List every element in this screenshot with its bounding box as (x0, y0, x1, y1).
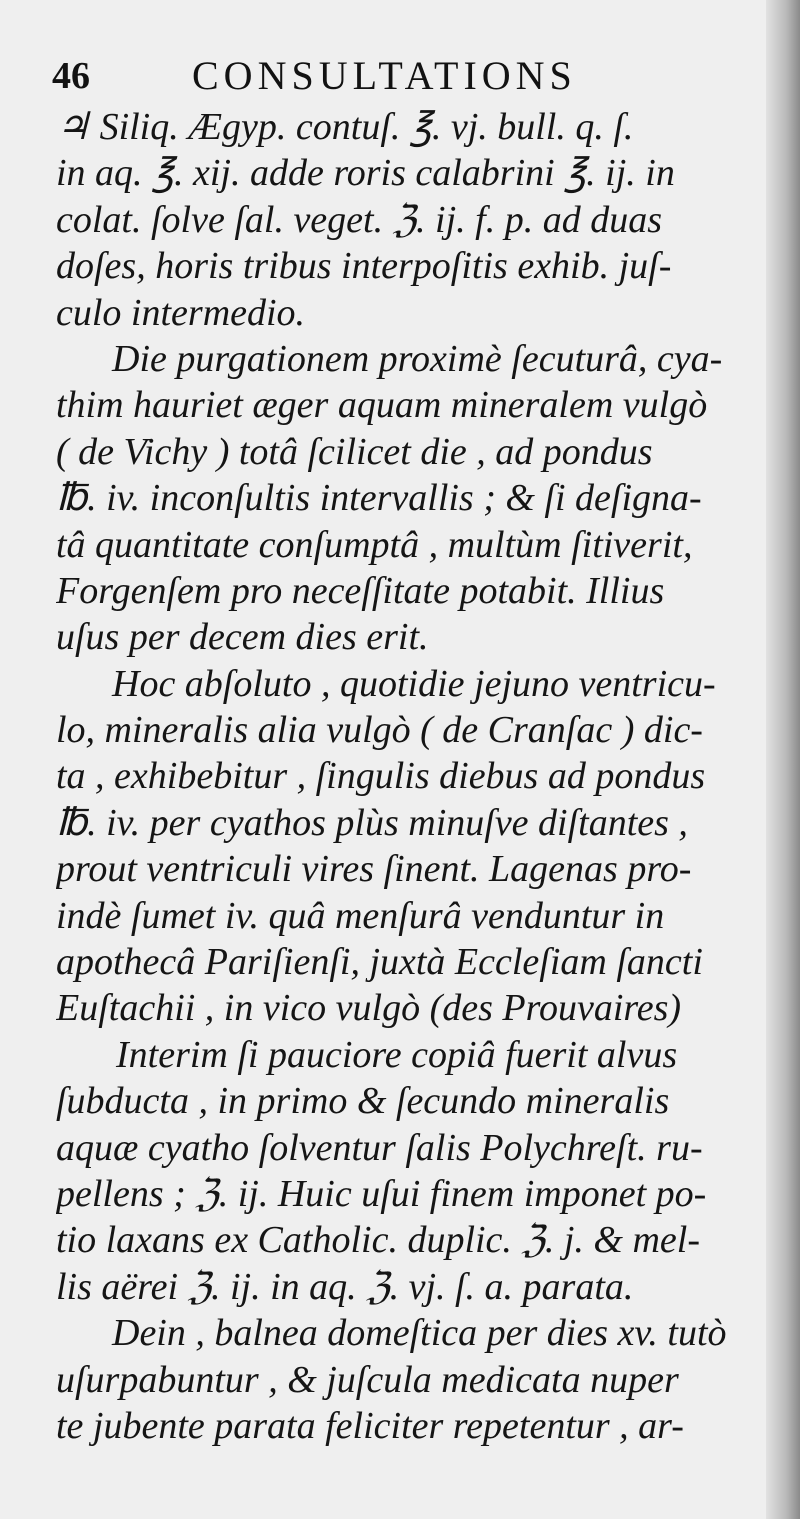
text-line: doſes, horis tribus interpoſitis exhib. juſ- (56, 245, 672, 288)
text-line: in aq. ℥. xij. adde roris calabrini ℥. ij. in (56, 152, 675, 195)
page-edge-shadow (766, 0, 800, 1519)
paragraph-start-line: Hoc abſoluto , quotidie jejuno ventricu- (112, 662, 716, 705)
paragraph-start-line: Interim ſi pauciore copiâ fuerit alvus (116, 1033, 678, 1076)
text-line: culo intermedio. (56, 291, 306, 334)
text-line: lo, mineralis alia vulgò ( de Cranſac ) dic- (56, 709, 703, 752)
running-title: CONSULTATIONS (192, 53, 577, 98)
text-line: tio laxans ex Catholic. duplic. ℨ. j. & mel- (56, 1219, 700, 1262)
text-line: uſus per decem dies erit. (56, 616, 429, 659)
text-line: indè ſumet iv. quâ menſurâ venduntur in (56, 894, 665, 937)
text-line: aquæ cyatho ſolventur ſalis Polychreſt. ru- (56, 1126, 703, 1169)
text-line: thim hauriet æger aquam mineralem vulgò (56, 384, 708, 427)
text-line: Euſtachii , in vico vulgò (des Prouvaires) (56, 987, 682, 1030)
text-line: Forgenſem pro neceſſitate potabit. Illius (56, 569, 665, 612)
text-line: ta , exhibebitur , ſingulis diebus ad pondus (56, 755, 706, 798)
text-line: prout ventriculi vires ſinent. Lagenas pro- (56, 848, 692, 891)
text-line: pellens ; ℨ. ij. Huic uſui finem imponet po- (56, 1172, 707, 1215)
body-text (56, 104, 768, 1449)
text-line: uſurpabuntur , & juſcula medicata nuper (56, 1358, 679, 1401)
text-line: ℔. iv. inconſultis intervallis ; & ſi deſigna- (56, 477, 702, 520)
paragraph-start-line: Die purgationem proximè ſecuturâ, cya- (112, 337, 723, 380)
text-line: ( de Vichy ) totâ ſcilicet die , ad pondus (56, 430, 653, 473)
text-line: ♃ Siliq. Ægyp. contuſ. ℥. vj. bull. q. ſ. (56, 106, 634, 148)
text-line: lis aërei ℨ. ij. in aq. ℨ. vj. ſ. a. parata. (56, 1265, 634, 1308)
text-line: ℔. iv. per cyathos plùs minuſve diſtantes , (56, 801, 688, 844)
text-line: apothecâ Pariſienſi, juxtà Eccleſiam ſancti (56, 941, 703, 984)
text-line: ſubducta , in primo & ſecundo mineralis (56, 1080, 670, 1123)
page-number: 46 (52, 55, 90, 97)
text-line: te jubente parata feliciter repetentur , ar- (56, 1404, 684, 1447)
paragraph-start-line: Dein , balnea domeſtica per dies xv. tutò (112, 1312, 727, 1355)
text-line: tâ quantitate conſumptâ , multùm ſitiverit, (56, 523, 693, 566)
text-line: colat. ſolve ſal. veget. ℨ. ij. f. p. ad duas (56, 198, 662, 241)
page-header (52, 48, 752, 104)
